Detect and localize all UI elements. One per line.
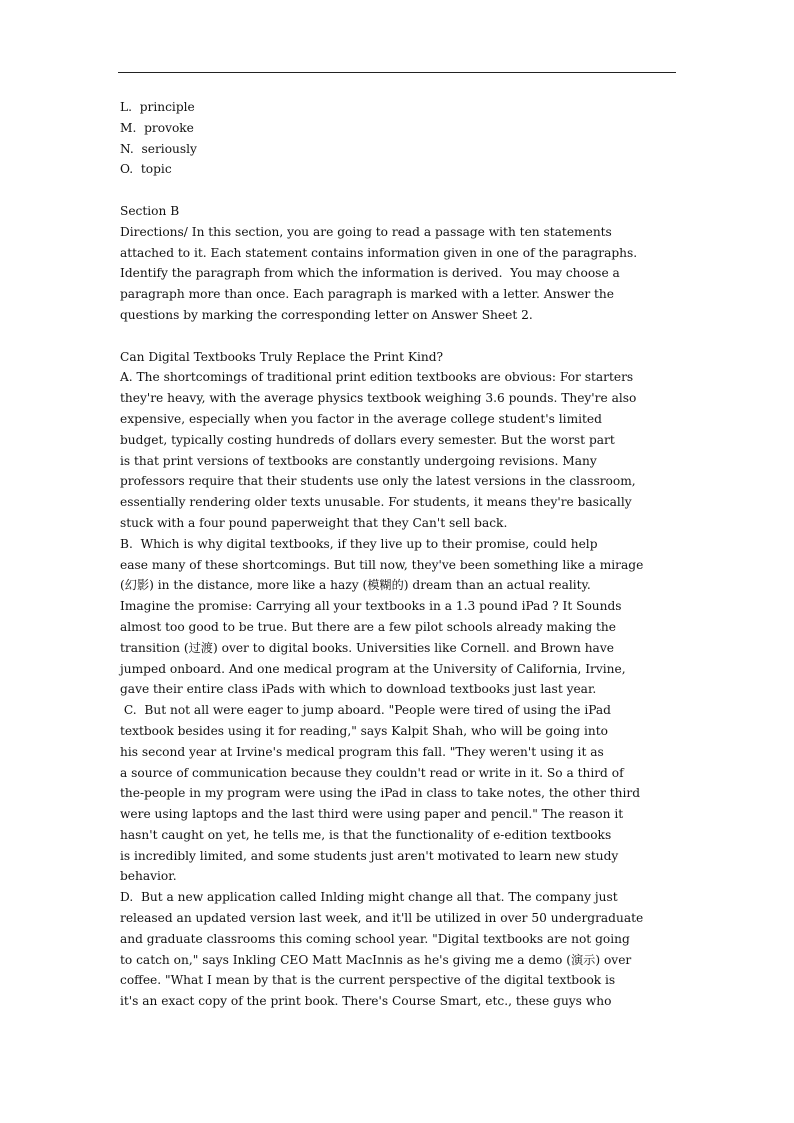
text-line: C. But not all were eager to jump aboard. "People were tired of using the iPad — [120, 703, 611, 718]
text-line: is incredibly limited, and some students just aren't motivated to learn new study — [120, 848, 619, 863]
text-line: attached to it. Each statement contains information given in one of the paragraphs. — [120, 245, 638, 260]
text-line: Identify the paragraph from which the information is derived. You may choose a — [120, 266, 620, 281]
passage — [120, 367, 690, 1012]
text-line: transition (过渡) over to digital books. Universities like Cornell. and Brown have — [120, 640, 614, 655]
text-line: it's an exact copy of the print book. There's Course Smart, etc., these guys who — [120, 994, 612, 1009]
spacer — [120, 180, 690, 201]
text-line: questions by marking the corresponding letter on Answer Sheet 2. — [120, 307, 533, 322]
text-line: professors require that their students use only the latest versions in the classroom, — [120, 474, 636, 489]
text-line: textbook besides using it for reading," says Kalpit Shah, who will be going into — [120, 723, 608, 738]
text-line: hasn't caught on yet, he tells me, is that the functionality of e-edition textbooks — [120, 827, 612, 842]
option-list — [120, 97, 690, 180]
text-line: and graduate classrooms this coming school year. "Digital textbooks are not going — [120, 931, 630, 946]
text-line: his second year at Irvine's medical program this fall. "They weren't using it as — [120, 744, 604, 759]
document-body — [120, 97, 690, 1012]
directions — [120, 222, 690, 326]
spacer — [120, 326, 690, 347]
text-line: they're heavy, with the average physics textbook weighing 3.6 pounds. They're also — [120, 391, 637, 406]
text-line: essentially rendering older texts unusable. For students, it means they're basically — [120, 495, 632, 510]
text-line: almost too good to be true. But there are a few pilot schools already making the — [120, 619, 616, 634]
text-line: released an updated version last week, and it'll be utilized in over 50 undergraduate — [120, 911, 644, 926]
text-line: budget, typically costing hundreds of dollars every semester. But the worst part — [120, 432, 615, 447]
text-line: a source of communication because they couldn't read or write in it. So a third of — [120, 765, 624, 780]
text-line: gave their entire class iPads with which to download textbooks just last year. — [120, 682, 597, 697]
section-title: Section B — [120, 203, 180, 218]
text-line: is that print versions of textbooks are constantly undergoing revisions. Many — [120, 453, 597, 468]
text-line: stuck with a four pound paperweight that they Can't sell back. — [120, 515, 508, 530]
text-line: ease many of these shortcomings. But till now, they've been something like a mirage — [120, 557, 644, 572]
text-line: paragraph more than once. Each paragraph is marked with a letter. Answer the — [120, 287, 614, 302]
option-item: L. principle — [120, 100, 195, 114]
text-line: Imagine the promise: Carrying all your textbooks in a 1.3 pound iPad ? It Sounds — [120, 599, 622, 614]
text-line: coffee. "What I mean by that is the current perspective of the digital textbook is — [120, 973, 616, 988]
option-item: O. topic — [120, 162, 172, 177]
text-line: B. Which is why digital textbooks, if they live up to their promise, could help — [120, 536, 598, 551]
text-line: (幻影) in the distance, more like a hazy (模糊的) dream than an actual reality. — [120, 578, 591, 593]
text-line: were using laptops and the last third were using paper and pencil." The reason it — [120, 807, 624, 822]
header-rule — [118, 72, 676, 73]
text-line: to catch on," says Inkling CEO Matt MacInnis as he's giving me a demo (演示) over — [120, 952, 632, 967]
text-line: behavior. — [120, 869, 177, 884]
text-line: Directions/ In this section, you are going to read a passage with ten statements — [120, 224, 612, 239]
option-item: N. seriously — [120, 141, 197, 156]
text-line: A. The shortcomings of traditional print edition textbooks are obvious: For starters — [120, 370, 634, 385]
text-line: expensive, especially when you factor in the average college student's limited — [120, 411, 602, 426]
text-line: jumped onboard. And one medical program at the University of California, Irvine, — [120, 661, 626, 676]
option-item: M. provoke — [120, 120, 194, 135]
text-line: D. But a new application called Inlding might change all that. The company just — [120, 890, 618, 905]
text-line: the-people in my program were using the iPad in class to take notes, the other third — [120, 786, 640, 801]
passage-title: Can Digital Textbooks Truly Replace the Print Kind? — [120, 349, 444, 364]
